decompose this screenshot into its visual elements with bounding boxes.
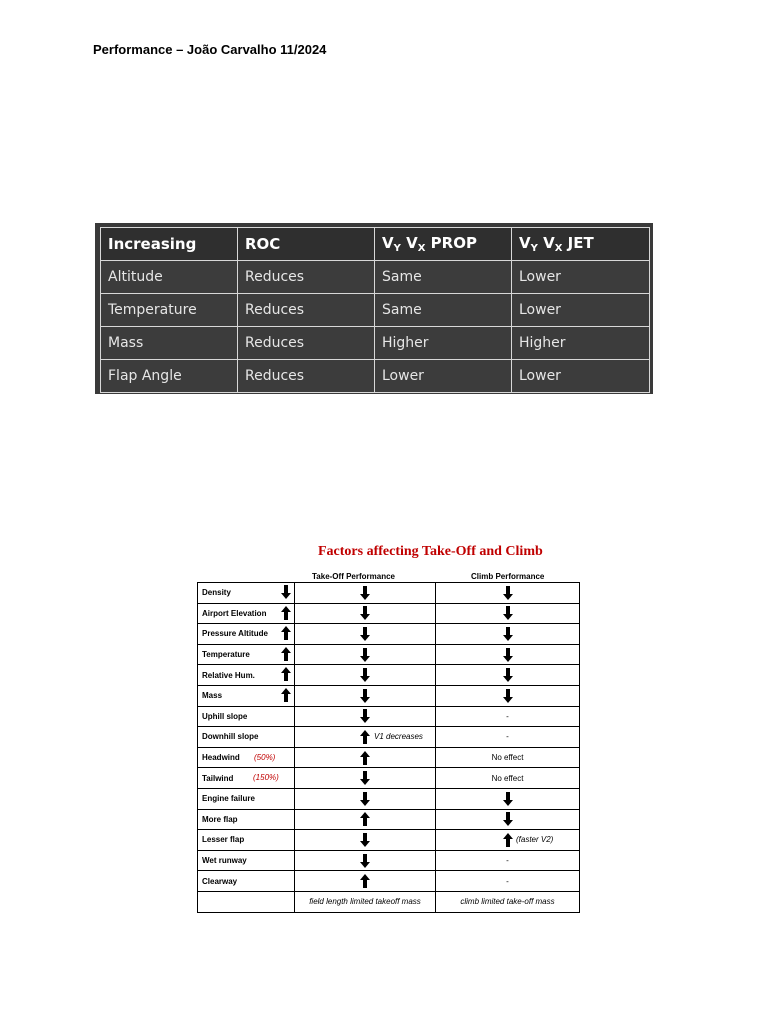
factor-label-cell bbox=[198, 624, 295, 645]
factor-row bbox=[198, 788, 580, 809]
roc-table-container bbox=[95, 223, 653, 394]
takeoff-column-header: Take-Off Performance bbox=[312, 572, 395, 581]
takeoff-effect-cell bbox=[295, 850, 436, 871]
factor-label: Engine failure bbox=[202, 794, 255, 804]
arrow-down-icon bbox=[360, 586, 370, 600]
takeoff-effect-cell bbox=[295, 603, 436, 624]
takeoff-effect-cell bbox=[295, 768, 436, 789]
takeoff-effect-cell bbox=[295, 747, 436, 768]
arrow-down-icon bbox=[360, 689, 370, 703]
factor-row bbox=[198, 727, 580, 748]
roc-header-increasing: Increasing bbox=[101, 228, 238, 261]
arrow-down-icon bbox=[503, 606, 513, 620]
arrow-down-icon bbox=[503, 668, 513, 682]
arrow-down-icon bbox=[503, 689, 513, 703]
takeoff-effect-cell bbox=[295, 706, 436, 727]
factor-label: Wet runway bbox=[202, 856, 247, 866]
climb-effect-text: No effect bbox=[491, 773, 524, 783]
factor-label: Temperature bbox=[202, 650, 250, 660]
factors-table bbox=[197, 582, 580, 913]
footer-takeoff: field length limited takeoff mass bbox=[295, 891, 436, 912]
arrow-up-icon bbox=[281, 667, 291, 681]
factor-label: Pressure Altitude bbox=[202, 629, 268, 639]
climb-note: (faster V2) bbox=[516, 835, 554, 845]
factors-title: Factors affecting Take-Off and Climb bbox=[318, 544, 543, 559]
climb-effect-text: - bbox=[506, 732, 509, 742]
table-cell: Lower bbox=[512, 360, 650, 393]
roc-table bbox=[100, 227, 650, 393]
factor-label-cell bbox=[198, 727, 295, 748]
arrow-down-icon bbox=[503, 627, 513, 641]
factor-row bbox=[198, 624, 580, 645]
factor-row bbox=[198, 747, 580, 768]
factor-label-cell bbox=[198, 871, 295, 892]
arrow-down-icon bbox=[360, 627, 370, 641]
takeoff-effect-cell bbox=[295, 685, 436, 706]
factor-label-cell bbox=[198, 809, 295, 830]
climb-effect-cell bbox=[436, 788, 580, 809]
arrow-up-icon bbox=[281, 606, 291, 620]
arrow-down-icon bbox=[503, 648, 513, 662]
roc-header-jet: $V_Y$ $V_X$ JET bbox=[512, 228, 650, 261]
factor-label: More flap bbox=[202, 814, 238, 824]
factor-row bbox=[198, 871, 580, 892]
roc-header-roc: ROC bbox=[238, 228, 375, 261]
climb-effect-cell bbox=[436, 583, 580, 604]
roc-header-prop: $V_Y$ $V_X$ PROP bbox=[375, 228, 512, 261]
table-cell: Altitude bbox=[101, 261, 238, 294]
table-cell: Higher bbox=[512, 327, 650, 360]
factor-label-cell bbox=[198, 850, 295, 871]
table-cell: Reduces bbox=[238, 294, 375, 327]
takeoff-effect-cell bbox=[295, 624, 436, 645]
climb-effect-cell bbox=[436, 768, 580, 789]
climb-effect-cell bbox=[436, 624, 580, 645]
factor-direction bbox=[281, 647, 291, 661]
table-cell: Lower bbox=[375, 360, 512, 393]
climb-effect-text: No effect bbox=[491, 753, 524, 763]
arrow-up-icon bbox=[503, 833, 513, 847]
arrow-down-icon bbox=[360, 668, 370, 682]
factor-label: Density bbox=[202, 588, 231, 598]
factor-label-cell bbox=[198, 788, 295, 809]
arrow-down-icon bbox=[503, 792, 513, 806]
arrow-up-icon bbox=[360, 812, 370, 826]
factor-label-cell bbox=[198, 685, 295, 706]
takeoff-effect-cell bbox=[295, 644, 436, 665]
factor-label: Tailwind bbox=[202, 773, 234, 783]
factors-footer-row bbox=[198, 891, 580, 912]
table-cell: Higher bbox=[375, 327, 512, 360]
roc-table-header-row bbox=[101, 228, 650, 261]
factor-label: Airport Elevation bbox=[202, 608, 267, 618]
climb-effect-cell bbox=[436, 685, 580, 706]
arrow-down-icon bbox=[281, 585, 291, 599]
table-cell: Same bbox=[375, 261, 512, 294]
factor-label-cell bbox=[198, 644, 295, 665]
arrow-down-icon bbox=[360, 648, 370, 662]
climb-effect-cell bbox=[436, 644, 580, 665]
climb-effect-cell bbox=[436, 871, 580, 892]
factor-label: Mass bbox=[202, 691, 223, 701]
table-row bbox=[101, 327, 650, 360]
climb-effect-cell bbox=[436, 747, 580, 768]
factor-direction bbox=[281, 667, 291, 681]
table-row bbox=[101, 261, 650, 294]
factor-label: Clearway bbox=[202, 876, 238, 886]
footer-climb: climb limited take-off mass bbox=[436, 891, 580, 912]
takeoff-effect-cell bbox=[295, 583, 436, 604]
factor-note: (150%) bbox=[253, 773, 279, 783]
arrow-down-icon bbox=[360, 833, 370, 847]
table-row bbox=[101, 360, 650, 393]
climb-effect-cell bbox=[436, 830, 580, 851]
factor-row bbox=[198, 706, 580, 727]
factor-label-cell bbox=[198, 583, 295, 604]
arrow-down-icon bbox=[360, 709, 370, 723]
factor-direction bbox=[281, 626, 291, 640]
takeoff-effect-cell bbox=[295, 788, 436, 809]
factor-label-cell bbox=[198, 706, 295, 727]
takeoff-effect-cell bbox=[295, 727, 436, 748]
factor-row bbox=[198, 830, 580, 851]
factor-label: Lesser flap bbox=[202, 835, 245, 845]
arrow-up-icon bbox=[281, 688, 291, 702]
factor-row bbox=[198, 768, 580, 789]
factor-row bbox=[198, 685, 580, 706]
takeoff-effect-cell bbox=[295, 871, 436, 892]
arrow-down-icon bbox=[360, 606, 370, 620]
climb-effect-cell bbox=[436, 665, 580, 686]
climb-effect-cell bbox=[436, 727, 580, 748]
arrow-up-icon bbox=[281, 647, 291, 661]
table-cell: Reduces bbox=[238, 327, 375, 360]
table-cell: Flap Angle bbox=[101, 360, 238, 393]
factor-label: Uphill slope bbox=[202, 711, 248, 721]
table-cell: Reduces bbox=[238, 261, 375, 294]
factor-label: Headwind bbox=[202, 753, 240, 763]
table-cell: Reduces bbox=[238, 360, 375, 393]
arrow-up-icon bbox=[360, 730, 370, 744]
footer-empty-cell bbox=[198, 891, 295, 912]
factor-label-cell bbox=[198, 603, 295, 624]
table-cell: Temperature bbox=[101, 294, 238, 327]
factor-label-cell bbox=[198, 665, 295, 686]
factor-label-cell bbox=[198, 747, 295, 768]
arrow-up-icon bbox=[281, 626, 291, 640]
climb-effect-cell bbox=[436, 809, 580, 830]
arrow-down-icon bbox=[360, 771, 370, 785]
table-cell: Lower bbox=[512, 261, 650, 294]
takeoff-effect-cell bbox=[295, 830, 436, 851]
factor-row bbox=[198, 850, 580, 871]
factor-direction bbox=[281, 606, 291, 620]
arrow-down-icon bbox=[360, 854, 370, 868]
factor-label-cell bbox=[198, 830, 295, 851]
factor-direction bbox=[281, 585, 291, 599]
factor-row bbox=[198, 644, 580, 665]
climb-effect-cell bbox=[436, 706, 580, 727]
climb-effect-text: - bbox=[506, 711, 509, 721]
arrow-down-icon bbox=[360, 792, 370, 806]
arrow-up-icon bbox=[360, 874, 370, 888]
factor-label-cell bbox=[198, 768, 295, 789]
table-cell: Same bbox=[375, 294, 512, 327]
climb-column-header: Climb Performance bbox=[471, 572, 545, 581]
factor-label: Relative Hum. bbox=[202, 670, 255, 680]
climb-effect-text: - bbox=[506, 876, 509, 886]
factor-direction bbox=[281, 688, 291, 702]
factor-note: (50%) bbox=[254, 752, 276, 762]
climb-effect-cell bbox=[436, 603, 580, 624]
factor-row bbox=[198, 583, 580, 604]
takeoff-note: V1 decreases bbox=[374, 732, 423, 742]
page-header: Performance – João Carvalho 11/2024 bbox=[93, 42, 327, 57]
factor-label: Downhill slope bbox=[202, 732, 259, 742]
arrow-down-icon bbox=[503, 586, 513, 600]
arrow-down-icon bbox=[503, 812, 513, 826]
arrow-up-icon bbox=[360, 751, 370, 765]
table-cell: Mass bbox=[101, 327, 238, 360]
climb-effect-text: - bbox=[506, 856, 509, 866]
climb-effect-cell bbox=[436, 850, 580, 871]
takeoff-effect-cell bbox=[295, 809, 436, 830]
factor-row bbox=[198, 665, 580, 686]
factor-row bbox=[198, 809, 580, 830]
table-row bbox=[101, 294, 650, 327]
takeoff-effect-cell bbox=[295, 665, 436, 686]
factor-row bbox=[198, 603, 580, 624]
table-cell: Lower bbox=[512, 294, 650, 327]
